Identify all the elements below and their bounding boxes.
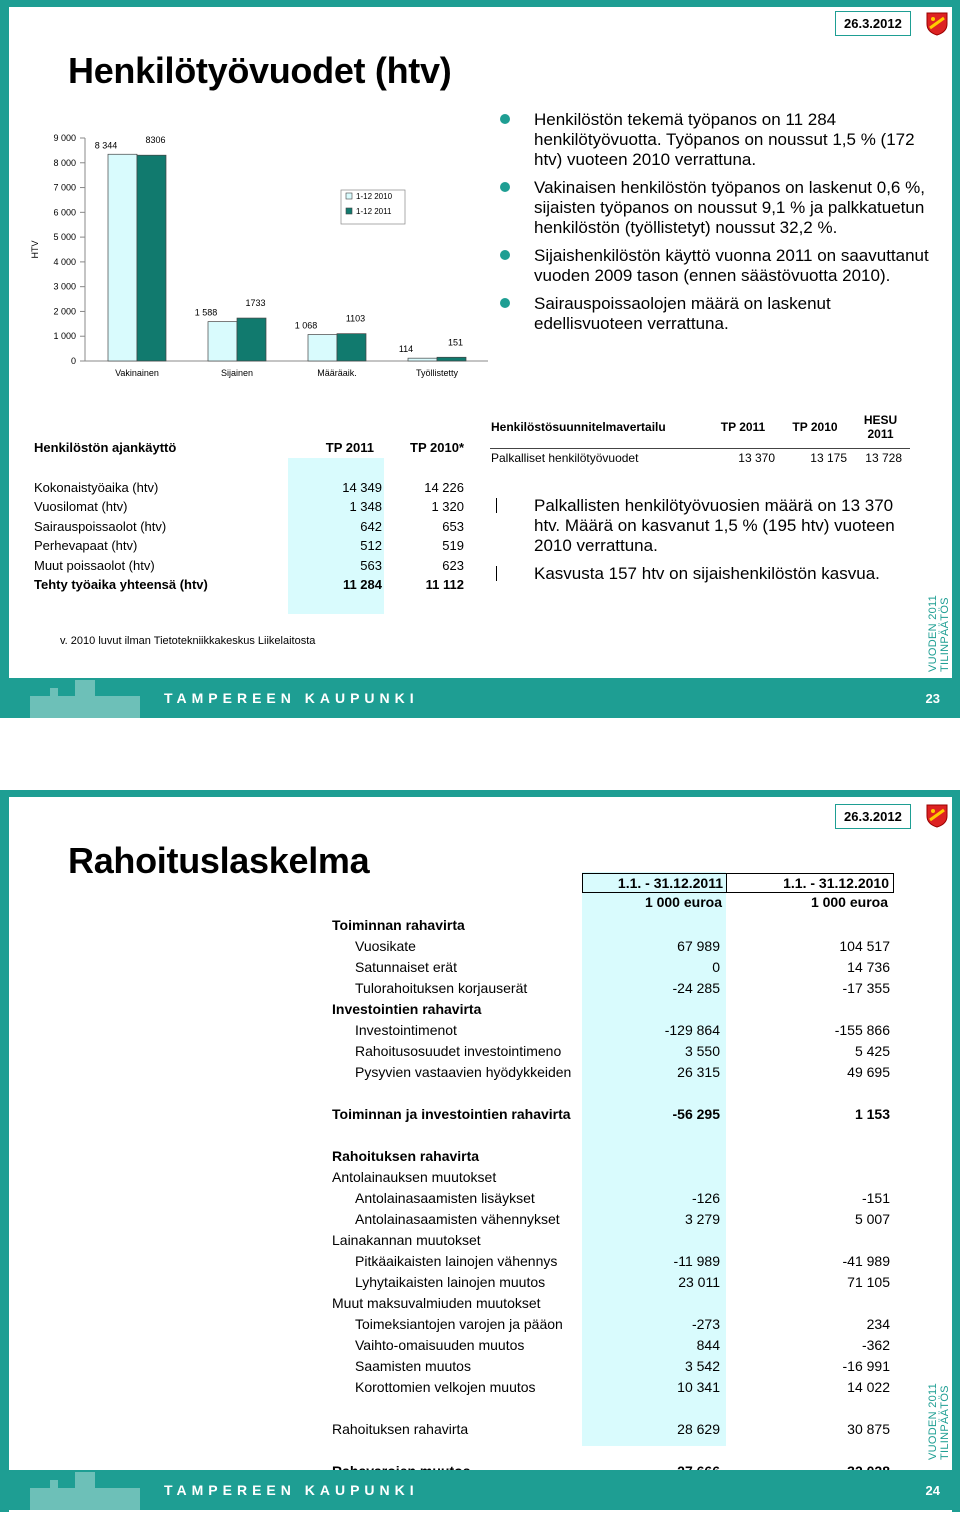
left-border (0, 790, 9, 1512)
value-2011 (582, 1439, 722, 1460)
value-2011: -11 989 (673, 1252, 720, 1269)
y-tick-label: 8 000 (53, 157, 76, 168)
y-tick-label: 4 000 (53, 256, 76, 267)
col-header-2011: 1.1. - 31.12.2011 (582, 873, 727, 893)
row-label: Antolainasaamisten vähennykset (355, 1210, 560, 1227)
right-border (952, 0, 960, 718)
row-label: Toiminnan rahavirta (332, 916, 465, 933)
value-2011: -273 (691, 1315, 720, 1332)
table-row (332, 1145, 892, 1166)
table-row (332, 935, 892, 956)
table-row: Sairauspoissaolot (htv) 642 653 (34, 517, 464, 537)
value-2010: -155 866 (834, 1021, 890, 1038)
row-label: Korottomien velkojen muutos (355, 1378, 536, 1395)
row-label: Investointien rahavirta (332, 1000, 482, 1017)
row-label: Pitkäaikaisten lainojen vähennys (355, 1252, 558, 1269)
y-axis-label: HTV (30, 240, 40, 259)
value-2011 (582, 914, 722, 935)
top-border (0, 790, 960, 797)
time-header-tp2011: TP 2011 (325, 439, 374, 455)
footer-city: TAMPEREEN KAUPUNKI (164, 1482, 419, 1498)
table-row (332, 1103, 892, 1124)
bar-value-label: 1 068 (294, 320, 318, 331)
value-2010 (722, 1124, 892, 1145)
table-row (332, 1208, 892, 1229)
top-border (0, 0, 960, 7)
table-row (332, 1355, 892, 1376)
table-row (332, 1187, 892, 1208)
htv-bar-chart (28, 122, 498, 384)
value-2011: 26 315 (677, 1063, 720, 1080)
value-2010 (722, 1166, 892, 1187)
value-2011 (582, 1397, 722, 1418)
compare-tp2010: 13 175 (810, 451, 847, 466)
value-2010: 30 875 (847, 1420, 890, 1437)
value-2010: -16 991 (842, 1357, 890, 1374)
bullet-dot-icon (500, 114, 510, 124)
value-2010: 49 695 (847, 1063, 890, 1080)
y-tick-label: 1 000 (53, 331, 76, 342)
compare-header-label: Henkilöstösuunnitelmavertailu (491, 420, 666, 434)
value-2011 (582, 1082, 722, 1103)
bullet-item: Kasvusta 157 htv on sijaishenkilöstön kasvua. (534, 564, 914, 584)
row-label: Investointimenot (355, 1021, 457, 1038)
city-crest-icon (926, 804, 948, 828)
x-tick-label: Työllistetty (415, 368, 459, 378)
bullet-item: Palkallisten henkilötyövuosien määrä on 13 370 htv. Määrä on kasvanut 1,5 % (195 htv) vuoteen 2010 verrattuna. (534, 496, 914, 556)
value-2010: 1 153 (854, 1105, 890, 1122)
table-note: v. 2010 luvut ilman Tietotekniikkakeskus Liikelaitosta (60, 635, 316, 647)
value-2010: 14 022 (847, 1378, 890, 1395)
value-2010: -41 989 (842, 1252, 890, 1269)
value-2010: 5 425 (854, 1042, 890, 1059)
footer-bar (0, 1470, 960, 1510)
bullet-item: Sijaishenkilöstön käyttö vuonna 2011 on saavuttanut vuoden 2009 tason (ennen säästövuotta 2010). (534, 246, 934, 286)
bar-1-122010-Vakinainen (108, 154, 137, 361)
right-border (952, 790, 960, 1512)
side-label: VUODEN 2011 TILINPÄÄTÖS (927, 594, 951, 672)
compare-hesu2011: 13 728 (865, 451, 902, 466)
value-2010 (722, 1082, 892, 1103)
row-label: Muut maksuvalmiuden muutokset (332, 1294, 541, 1311)
value-2011: 844 (696, 1336, 720, 1353)
bar-value-label: 8 344 (94, 140, 118, 151)
y-tick-label: 0 (70, 356, 76, 366)
spacer-row (332, 1397, 892, 1418)
x-tick-label: Sijainen (220, 368, 254, 378)
table-row (332, 1040, 892, 1061)
legend-entry: 1-12 2010 (356, 192, 393, 201)
value-2010 (722, 1229, 892, 1250)
page-title: Rahoituslaskelma (68, 840, 370, 881)
row-label: Toiminnan ja investointien rahavirta (332, 1105, 571, 1122)
table-row: Muut poissaolot (htv) 563 623 (34, 556, 464, 576)
row-label: Saamisten muutos (355, 1357, 471, 1374)
value-2011: 0 (712, 958, 720, 975)
row-label: Antolainasaamisten lisäykset (355, 1189, 535, 1206)
bullet-bar-icon (496, 498, 497, 513)
table-row (332, 1250, 892, 1271)
bullet-item: Sairauspoissaolojen määrä on laskenut edellisvuoteen verrattuna. (534, 294, 934, 334)
value-2011 (582, 1166, 722, 1187)
y-tick-label: 2 000 (53, 306, 76, 317)
footer-bar (0, 678, 960, 718)
value-2010 (722, 1292, 892, 1313)
unit-header-2011: 1 000 euroa (644, 894, 722, 910)
value-2011: -24 285 (672, 979, 720, 996)
legend-swatch (346, 193, 352, 199)
bar-value-label: 8306 (145, 135, 166, 146)
value-2011: 3 550 (684, 1042, 720, 1059)
table-row (332, 1061, 892, 1082)
table-row: Perhevapaat (htv) 512 519 (34, 536, 464, 556)
table-row: Vuosilomat (htv) 1 348 1 320 (34, 497, 464, 517)
bar-1-122010-Määräaik. (308, 335, 337, 361)
row-label: Toimeksiantojen varojen ja pääon (355, 1315, 563, 1332)
value-2011 (582, 998, 722, 1019)
value-2010: 71 105 (847, 1273, 890, 1290)
compare-header-hesu2011: HESU 2011 (863, 413, 898, 441)
table-row (332, 914, 892, 935)
value-2010: 5 007 (854, 1210, 890, 1227)
compare-row (490, 448, 910, 468)
unit-header-2010: 1 000 euroa (810, 894, 888, 910)
table-row (332, 1292, 892, 1313)
time-usage-table (34, 436, 464, 614)
value-2010 (722, 914, 892, 935)
bullet-bar-icon (496, 566, 497, 581)
legend-swatch (346, 208, 352, 214)
table-row (332, 1019, 892, 1040)
bar-1-122011-Vakinainen (137, 155, 166, 361)
left-border (0, 0, 9, 718)
bullet-dot-icon (500, 182, 510, 192)
table-row-total: Tehty työaika yhteensä (htv) 11 284 11 112 (34, 575, 464, 595)
row-label: Vaihto-omaisuuden muutos (355, 1336, 525, 1353)
compare-header-tp2010: TP 2010 (792, 420, 838, 434)
y-tick-label: 7 000 (53, 182, 76, 193)
time-header-tp2010: TP 2010* (410, 439, 464, 455)
row-label (332, 1124, 582, 1145)
value-2010 (722, 1439, 892, 1460)
table-row (332, 956, 892, 977)
slide-date: 26.3.2012 (835, 11, 911, 36)
value-2010: 234 (866, 1315, 890, 1332)
bar-1-122010-Sijainen (208, 322, 237, 361)
table-row (332, 1271, 892, 1292)
compare-tp2011: 13 370 (738, 451, 775, 466)
cashflow-table (332, 914, 892, 1481)
value-2011: 3 279 (684, 1210, 720, 1227)
bar-1-122011-Työllistetty (437, 357, 466, 361)
value-2011 (582, 1124, 722, 1145)
slide-24 (0, 790, 960, 1512)
row-label: Satunnaiset erät (355, 958, 457, 975)
value-2011: -126 (691, 1189, 720, 1206)
value-2011 (582, 1229, 722, 1250)
y-tick-label: 9 000 (53, 133, 76, 143)
value-2011: 23 011 (678, 1273, 720, 1290)
row-label: Rahoitusosuudet investointimeno (355, 1042, 562, 1059)
bullet-list-2 (534, 496, 914, 592)
value-2011: 28 629 (677, 1420, 720, 1437)
row-label: Rahoituksen rahavirta (332, 1420, 469, 1437)
bar-value-label: 1 588 (194, 307, 218, 318)
value-2011: 67 989 (677, 937, 720, 954)
x-tick-label: Vakinainen (115, 368, 159, 378)
side-label: VUODEN 2011 TILINPÄÄTÖS (927, 1382, 951, 1460)
spacer-row (332, 1082, 892, 1103)
value-2010: 104 517 (839, 937, 890, 954)
row-label (332, 1397, 582, 1418)
tower-silhouette-icon (20, 678, 150, 718)
value-2010 (722, 1397, 892, 1418)
table-row (332, 998, 892, 1019)
spacer-row (332, 1124, 892, 1145)
spacer-row (332, 1439, 892, 1460)
value-2010: -362 (861, 1336, 890, 1353)
table-row (332, 1376, 892, 1397)
x-tick-label: Määräaik. (317, 368, 357, 378)
bullet-item: Vakinaisen henkilöstön työpanos on laskenut 0,6 %, sijaisten työpanos on noussut 9,1 % ja palkkatuetun henkilöstön (työllistetyt) noussut 32,2 %. (534, 178, 934, 238)
footer-city: TAMPEREEN KAUPUNKI (164, 690, 419, 706)
compare-header-tp2011: TP 2011 (720, 420, 766, 434)
table-row (332, 977, 892, 998)
table-row (332, 1313, 892, 1334)
table-row (332, 1166, 892, 1187)
value-2011: 3 542 (684, 1357, 720, 1374)
value-2010: -151 (861, 1189, 890, 1206)
value-2011 (582, 1145, 722, 1166)
comparison-table (490, 412, 910, 468)
value-2011 (582, 1292, 722, 1313)
compare-row-label: Palkalliset henkilötyövuodet (491, 451, 639, 466)
bar-value-label: 1733 (245, 298, 266, 309)
value-2010 (722, 1145, 892, 1166)
time-header-label: Henkilöstön ajankäyttö (34, 439, 177, 455)
footer-page-number: 23 (925, 691, 940, 706)
bullet-item: Henkilöstön tekemä työpanos on 11 284 henkilötyövuotta. Työpanos on noussut 1,5 % (172 htv) vuoteen 2010 verrattuna. (534, 110, 934, 170)
y-tick-label: 3 000 (53, 281, 76, 292)
table-row (332, 1418, 892, 1439)
y-tick-label: 6 000 (53, 207, 76, 218)
table-row (332, 1334, 892, 1355)
table-row (332, 1229, 892, 1250)
y-tick-label: 5 000 (53, 232, 76, 243)
value-2011: -129 864 (664, 1021, 720, 1038)
row-label: Rahoituksen rahavirta (332, 1147, 480, 1164)
bullet-dot-icon (500, 298, 510, 308)
legend-entry: 1-12 2011 (356, 207, 392, 216)
row-label: Lyhytaikaisten lainojen muutos (355, 1273, 546, 1290)
value-2010: -17 355 (842, 979, 890, 996)
bar-value-label: 1103 (345, 313, 366, 324)
city-crest-icon (926, 12, 948, 36)
row-label (332, 1439, 582, 1460)
bullet-list (534, 110, 934, 342)
bar-1-122011-Sijainen (237, 318, 266, 361)
value-2011: 10 341 (677, 1378, 720, 1395)
slide-23 (0, 0, 960, 718)
row-label (332, 1082, 582, 1103)
bar-value-label: 114 (398, 344, 414, 355)
row-label: Pysyvien vastaavien hyödykkeiden (355, 1063, 572, 1080)
bar-1-122011-Määräaik. (337, 334, 366, 361)
value-2010: 14 736 (847, 958, 890, 975)
page-title: Henkilötyövuodet (htv) (68, 50, 452, 91)
col-header-2010: 1.1. - 31.12.2010 (726, 873, 894, 893)
value-2011: -56 295 (672, 1105, 720, 1122)
bar-value-label: 151 (447, 337, 464, 348)
row-label: Tulorahoituksen korjauserät (355, 979, 528, 996)
slide-date: 26.3.2012 (835, 804, 911, 829)
bar-1-122010-Työllistetty (408, 358, 437, 361)
row-label: Vuosikate (355, 937, 416, 954)
value-2010 (722, 998, 892, 1019)
row-label: Lainakannan muutokset (332, 1231, 481, 1248)
tower-silhouette-icon (20, 1470, 150, 1510)
bullet-dot-icon (500, 250, 510, 260)
footer-page-number: 24 (925, 1483, 940, 1498)
row-label: Antolainauksen muutokset (332, 1168, 497, 1185)
table-row: Kokonaistyöaika (htv) 14 349 14 226 (34, 478, 464, 498)
